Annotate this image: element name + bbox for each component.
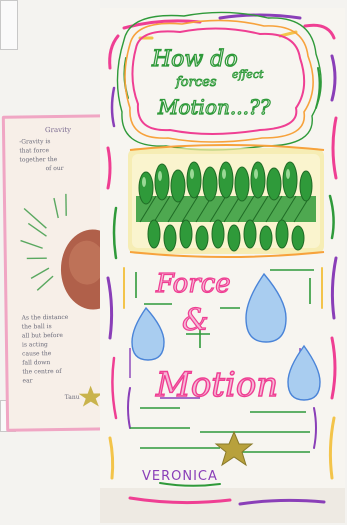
gravity-card-signature: Tanu — [64, 393, 80, 401]
heading-force: Force — [156, 269, 231, 299]
gravity-card-line-4: of our — [45, 164, 64, 173]
gravity-card-line-1: -Gravity is — [19, 138, 51, 146]
gravity-card-title: Gravity — [44, 125, 72, 135]
gravity-card-bottom-2: the ball is — [21, 323, 52, 331]
gravity-card-line-3: together the — [19, 156, 58, 164]
author-name: VERONICA — [142, 469, 218, 484]
title-line-2: forces — [176, 75, 217, 90]
gravity-card-line-2: that force — [19, 147, 50, 155]
heading-motion: Motion — [156, 365, 279, 405]
gravity-card-bottom-5: cause the — [22, 350, 52, 358]
poster-drawing — [100, 8, 345, 523]
gravity-arrows — [20, 194, 67, 291]
title-line-2b: effect — [232, 68, 264, 81]
title-line-1: How do — [152, 47, 238, 72]
gravity-card-bottom-8: ear — [22, 377, 33, 385]
gravity-card-bottom-6: fall down — [22, 359, 51, 367]
window-frame-top-left — [0, 0, 18, 50]
title-line-3: Motion...?? — [158, 95, 271, 119]
gravity-card-bottom-7: the centre of — [22, 367, 62, 376]
heading-ampersand: & — [182, 303, 209, 338]
force-motion-poster — [100, 8, 345, 523]
gravity-card-bottom-4: is acting — [21, 341, 48, 349]
gravity-card-bottom-3: all but before — [21, 331, 63, 340]
gravity-card-drawing — [5, 117, 113, 428]
gravity-card-bottom-1: As the distance — [21, 313, 69, 322]
